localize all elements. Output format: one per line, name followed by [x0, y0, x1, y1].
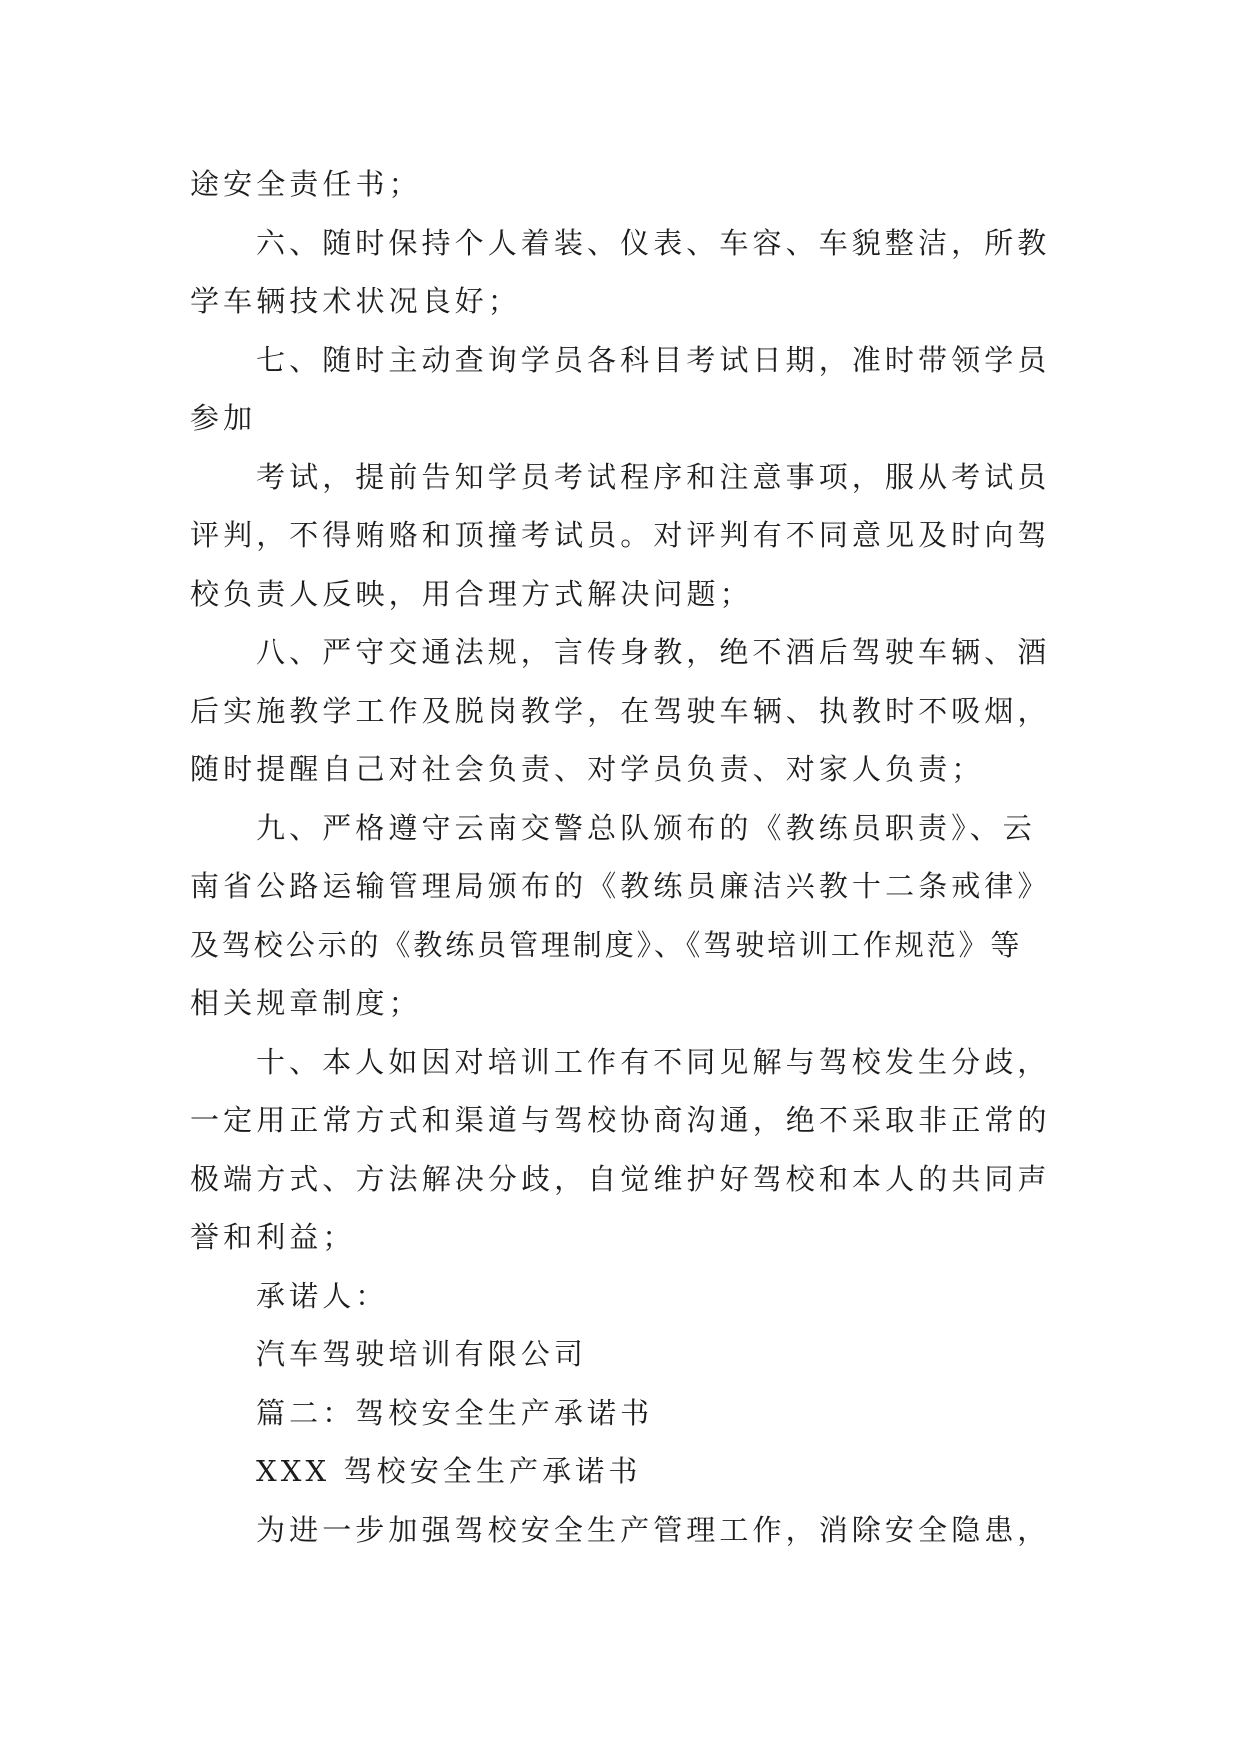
text-line: 汽车驾驶培训有限公司: [256, 1337, 588, 1371]
text-line: 考试，提前告知学员考试程序和注意事项，服从考试员: [256, 459, 1051, 494]
clause-10: [190, 1033, 1110, 1267]
signatory-label: [190, 1267, 1110, 1326]
text-line: XXX 驾校安全生产承诺书: [256, 1454, 642, 1488]
text-line: 一定用正常方式和渠道与驾校协商沟通，绝不采取非正常的: [190, 1103, 1051, 1137]
text-line: 七、随时主动查询学员各科目考试日期，准时带领学员: [256, 342, 1051, 377]
text-line: 后实施教学工作及脱岗教学，在驾驶车辆、执教时不吸烟，: [190, 693, 1051, 728]
text-line: 校负责人反映，用合理方式解决问题；: [190, 576, 753, 611]
clause-7-continuation: [190, 448, 1110, 624]
text-line: 相关规章制度；: [190, 986, 422, 1020]
text-line: 参加: [190, 401, 257, 435]
clause-6: [190, 214, 1110, 331]
intro-paragraph: [190, 1501, 1110, 1560]
company-name: [190, 1325, 1110, 1384]
section-heading: [190, 1384, 1110, 1443]
clause-9: [190, 799, 1110, 1033]
text-line: 誉和利益；: [190, 1220, 356, 1254]
text-line: 学车辆技术状况良好；: [190, 284, 522, 318]
text-line: 及驾校公示的《教练员管理制度》、《驾驶培训工作规范》等: [190, 927, 1023, 962]
text-line: 为进一步加强驾校安全生产管理工作，消除安全隐患，: [256, 1512, 1051, 1547]
document-body: [190, 155, 1110, 1559]
document-title: [190, 1442, 1110, 1501]
text-line: 评判，不得贿赂和顶撞考试员。对评判有不同意见及时向驾: [190, 518, 1051, 552]
text-line: 八、严守交通法规，言传身教，绝不酒后驾驶车辆、酒: [256, 635, 1051, 669]
text-line: 南省公路运输管理局颁布的《教练员廉洁兴教十二条戒律》: [190, 869, 1051, 903]
text-line: 篇二：驾校安全生产承诺书: [256, 1395, 654, 1430]
text-line: 十、本人如因对培训工作有不同见解与驾校发生分歧，: [256, 1044, 1051, 1079]
text-line: 九、严格遵守云南交警总队颁布的《教练员职责》、云: [256, 810, 1036, 845]
text-line: 极端方式、方法解决分歧，自觉维护好驾校和本人的共同声: [190, 1161, 1051, 1196]
paragraph-continuation: [190, 155, 1110, 214]
text-line: 途安全责任书；: [190, 167, 422, 201]
clause-8: [190, 623, 1110, 799]
text-line: 承诺人：: [256, 1278, 389, 1313]
text-line: 随时提醒自己对社会负责、对学员负责、对家人负责；: [190, 752, 985, 786]
text-line: 六、随时保持个人着装、仪表、车容、车貌整洁，所教: [256, 225, 1051, 260]
clause-7: [190, 331, 1110, 448]
